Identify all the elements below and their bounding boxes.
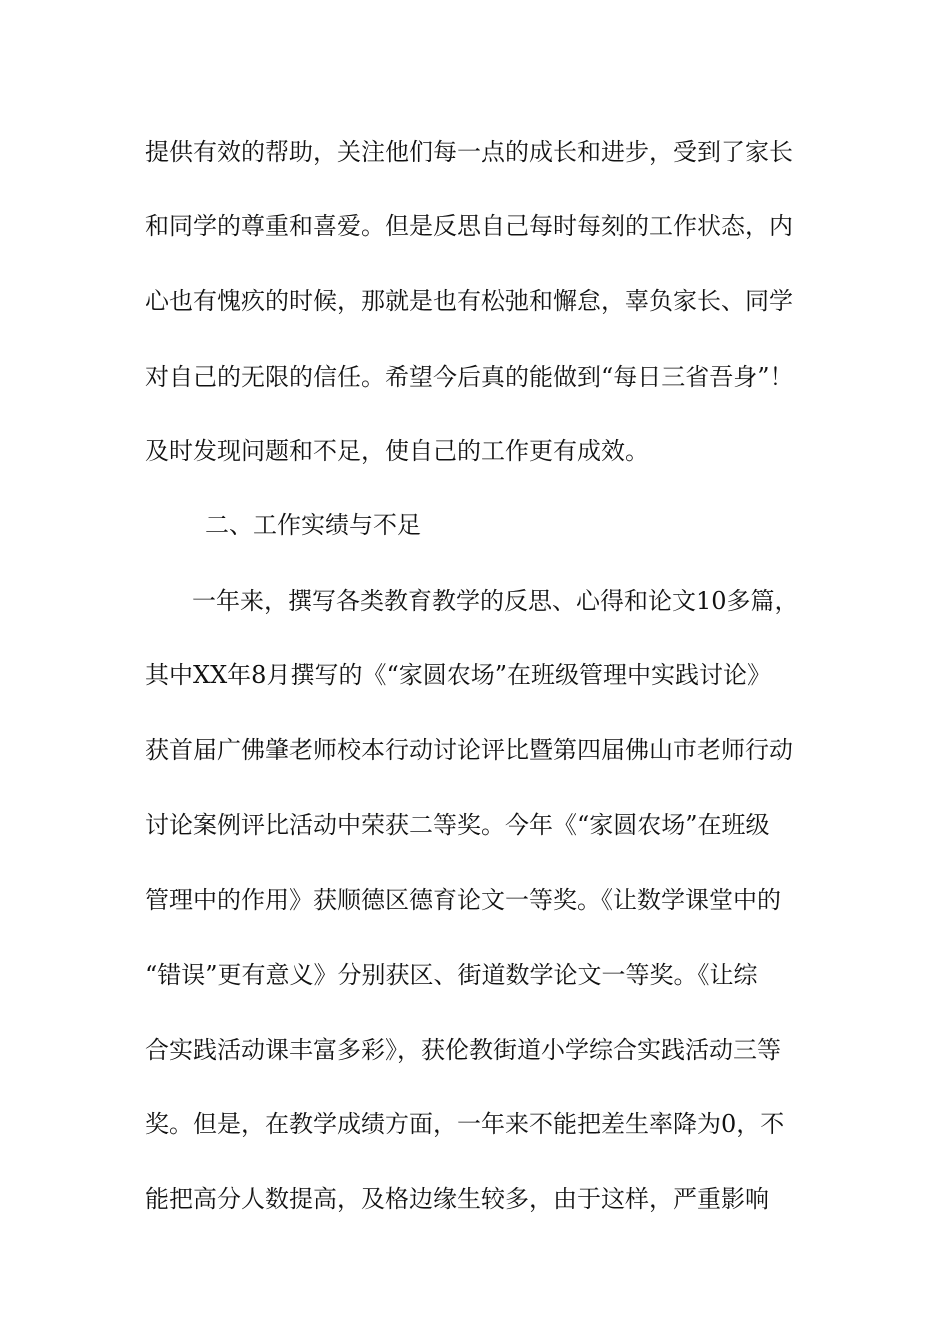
paragraph-line: 讨论案例评比活动中荣获二等奖。今年《“家圆农场”在班级 <box>145 811 770 839</box>
paragraph-line: 奖。但是，在教学成绩方面，一年来不能把差生率降为0，不 <box>145 1110 785 1138</box>
paragraph-line: 管理中的作用》获顺德区德育论文一等奖。《让数学课堂中的 <box>145 886 781 914</box>
section-heading: 二、工作实绩与不足 <box>205 511 421 539</box>
paragraph-line: 获首届广佛肇老师校本行动讨论评比暨第四届佛山市老师行动 <box>145 736 793 764</box>
paragraph-line: 对自己的无限的信任。希望今后真的能做到“每日三省吾身”！ <box>145 363 794 391</box>
paragraph-line: 一年来，撰写各类教育教学的反思、心得和论文10多篇， <box>192 587 799 615</box>
paragraph-line: 提供有效的帮助，关注他们每一点的成长和进步，受到了家长 <box>145 138 793 166</box>
paragraph-line: 其中XX年8月撰写的《“家圆农场”在班级管理中实践讨论》 <box>145 661 771 689</box>
paragraph-line: “错误”更有意义》分别获区、街道数学论文一等奖。《让综 <box>145 961 758 989</box>
paragraph-line: 能把高分人数提高，及格边缘生较多，由于这样，严重影响 <box>145 1185 769 1213</box>
paragraph-line: 心也有愧疚的时候，那就是也有松弛和懈怠，辜负家长、同学 <box>145 287 793 315</box>
paragraph-line: 和同学的尊重和喜爱。但是反思自己每时每刻的工作状态，内 <box>145 212 793 240</box>
paragraph-line: 及时发现问题和不足，使自己的工作更有成效。 <box>145 437 649 465</box>
paragraph-line: 合实践活动课丰富多彩》，获伦教街道小学综合实践活动三等 <box>145 1036 781 1064</box>
